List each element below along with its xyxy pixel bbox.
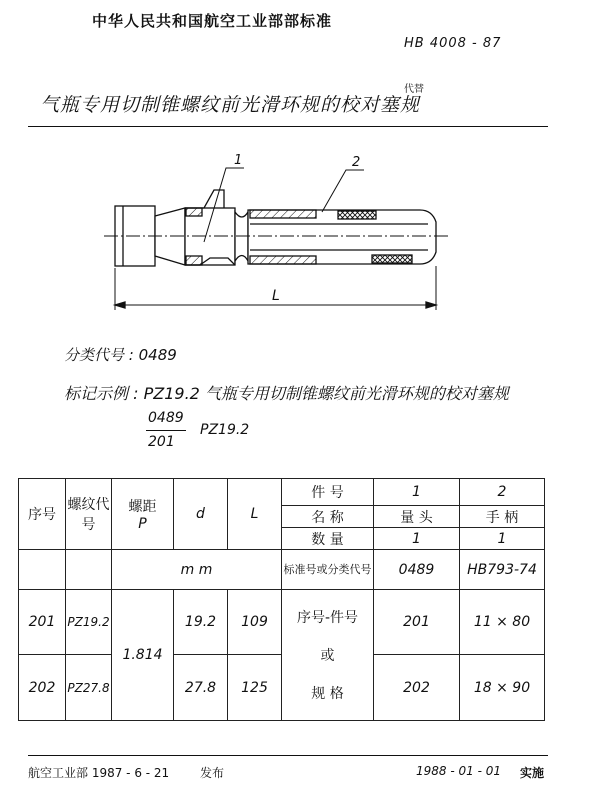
- classification-line: 分类代号 : 0489: [64, 346, 177, 364]
- fraction-numerator: 0489: [148, 410, 184, 426]
- header-pitch-label: 螺距: [128, 499, 157, 515]
- header-rule: [28, 126, 548, 127]
- part-no-1: 1: [374, 479, 460, 506]
- spec-table: [18, 478, 545, 721]
- callout-1: 1: [234, 153, 243, 168]
- row-1-seq: 201: [19, 590, 66, 655]
- replaces-label: 代替: [404, 84, 424, 95]
- name-2: 手 柄: [460, 506, 545, 528]
- classification-code: 0489: [138, 346, 177, 364]
- row-2-seq: 202: [19, 655, 66, 721]
- fraction-model: PZ19.2: [200, 422, 250, 438]
- effective-date: 1988 - 01 - 01: [416, 764, 501, 778]
- issued-label: 发布: [200, 766, 225, 780]
- part-no-2: 2: [460, 479, 545, 506]
- header-seq: 序号: [19, 479, 66, 550]
- std-1: 0489: [374, 550, 460, 590]
- header-qty: 数 量: [282, 528, 374, 550]
- std-2: HB793-74: [460, 550, 545, 590]
- row-2-L: 125: [228, 655, 282, 721]
- spec-label-2: 规 格: [311, 686, 344, 702]
- plug-gauge-drawing: [0, 150, 600, 320]
- standard-number: HB 4008 - 87: [404, 36, 502, 51]
- qty-2: 1: [460, 528, 545, 550]
- issued-by: 航空工业部 1987 - 6 - 21: [28, 766, 170, 780]
- spec-label-or: 或: [320, 648, 335, 664]
- length-label: L: [272, 288, 280, 304]
- row-2-code: PZ27.8: [66, 655, 112, 721]
- header-std: 标准号或分类代号: [282, 550, 374, 590]
- footer-rule: [28, 755, 548, 756]
- header-L: L: [228, 479, 282, 550]
- code-spacer: [66, 550, 112, 590]
- row-1-part1: 201: [374, 590, 460, 655]
- row-2-part2: 18 × 90: [460, 655, 545, 721]
- header-unit: m m: [112, 550, 282, 590]
- fraction-bar: [146, 430, 186, 431]
- row-1-d: 19.2: [174, 590, 228, 655]
- marking-example-label: 标记示例: [64, 384, 129, 403]
- marking-example-line: 标记示例 : PZ19.2 气瓶专用切制锥螺纹前光滑环规的校对塞规: [64, 384, 509, 403]
- row-1-L: 109: [228, 590, 282, 655]
- header-thread-code: 螺纹代号: [66, 479, 112, 550]
- header-d: d: [174, 479, 228, 550]
- qty-1: 1: [374, 528, 460, 550]
- seq-spacer: [19, 550, 66, 590]
- document-title: 气瓶专用切制锥螺纹前光滑环规的校对塞规: [40, 94, 421, 116]
- gauge-cone: [155, 208, 185, 265]
- header-name: 名 称: [282, 506, 374, 528]
- name-1: 量 头: [374, 506, 460, 528]
- row-1-code: PZ19.2: [66, 590, 112, 655]
- header-pitch-symbol: P: [138, 516, 147, 532]
- row-2-part1: 202: [374, 655, 460, 721]
- row-2-d: 27.8: [174, 655, 228, 721]
- row-1-part2: 11 × 80: [460, 590, 545, 655]
- header-part-no: 件 号: [282, 479, 374, 506]
- spec-label-1: 序号-件号: [296, 610, 359, 626]
- fraction-denominator: 201: [148, 434, 175, 450]
- marking-example-text: PZ19.2 气瓶专用切制锥螺纹前光滑环规的校对塞规: [143, 384, 509, 403]
- effective-label: 实施: [520, 766, 545, 780]
- pitch-value: 1.814: [112, 590, 174, 721]
- spec-header: [282, 590, 374, 721]
- classification-label: 分类代号: [64, 346, 125, 364]
- callout-2: 2: [352, 155, 361, 170]
- organization-name: 中华人民共和国航空工业部部标准: [92, 12, 333, 30]
- header-pitch: [112, 479, 174, 550]
